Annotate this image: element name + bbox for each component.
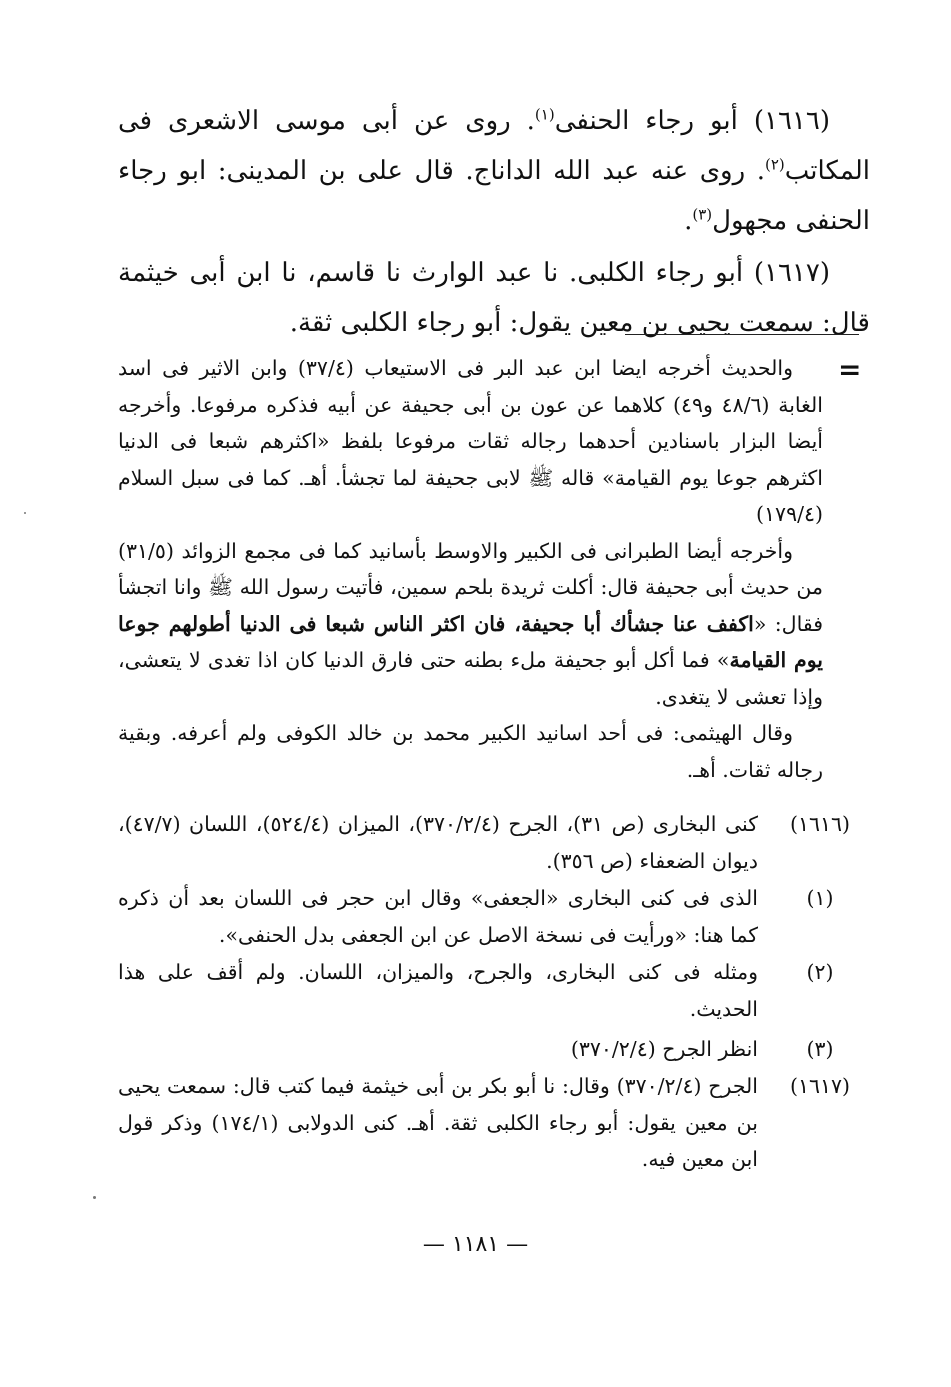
entry-1616-text: . روى عن أبى موسى الاشعرى فى المكاتب bbox=[118, 106, 870, 186]
footnote-paragraph: وقال الهيثمى: فى أحد اسانيد الكبير محمد بن خالد الكوفى ولم أعرفه. وبقية رجاله ثقات. أهـ. bbox=[118, 721, 823, 782]
footnote-text: وأخرجه أيضا الطبرانى فى الكبير والاوسط بأسانيد كما فى مجمع الزوائد (٣١/٥) من حديث أبى جحيفة قال: أكلت ثريدة بلحم سمين، فأتيت رسول الله ﷺ وانا اتجشأ فقال: « bbox=[118, 538, 823, 636]
scan-speck bbox=[24, 512, 26, 514]
entry-1616-text: . bbox=[684, 206, 693, 236]
hadith-quote-bold: اكفف عنا جشأك أبا جحيفة، فان اكثر الناس شبعا فى الدنيا أطولهم جوعا يوم القيامة bbox=[118, 611, 823, 672]
page-number: — ١١٨١ — bbox=[422, 1232, 529, 1257]
footnote-ref-1: (١) bbox=[534, 105, 555, 124]
footnote-number: (٢) bbox=[806, 960, 834, 984]
footnote-item: انظر الجرح (٣٧٠/٢/٤) bbox=[570, 1037, 758, 1061]
scan-speck bbox=[93, 1196, 96, 1199]
footnote-ref-3: (٣) bbox=[692, 205, 713, 224]
footnote-paragraph bbox=[118, 533, 823, 716]
entry-1616-text: (١٦١٦) أبو رجاء الحنفى bbox=[554, 106, 831, 136]
footnote-separator bbox=[625, 334, 859, 335]
footnote-paragraph: والحديث أخرجه ايضا ابن عبد البر فى الاستيعاب (٣٧/٤) وابن الاثير فى اسد الغابة (٤٨/٦ و٤٩) كلاهما عن عون بن أبى جحيفة عن أبيه فذكره مرفوعا. وأخرجه أيضا البزار باسنادين أحدهما رجاله ثقات مرفوعا بلفظ «اكثرهم شبعا فى الدنيا اكثرهم جوعا يوم القيامة» قاله ﷺ لابى جحيفة لما تجشأ. أهـ. كما فى سبل السلام (١٧٩/٤) bbox=[118, 356, 823, 526]
main-text bbox=[118, 96, 870, 348]
footnote-item: كنى البخارى (ص ٣١)، الجرح (٣٧٠/٢/٤)، الميزان (٥٢٤/٤)، اللسان (٤٧/٧)، ديوان الضعفاء (ص ٣٥٦). bbox=[118, 812, 758, 873]
footnote-number: (١٦١٦) bbox=[789, 812, 851, 836]
footnote-ref-2: (٢) bbox=[764, 155, 785, 174]
entry-1616 bbox=[118, 96, 870, 246]
entry-1617: (١٦١٧) أبو رجاء الكلبى. نا عبد الوارث نا قاسم، نا ابن أبى خيثمة قال: سمعت يحيى بن معين يقول: أبو رجاء الكلبى ثقة. bbox=[118, 258, 870, 338]
entry-1616-text: . روى عنه عبد الله الداناج. قال على بن المدينى: ابو رجاء الحنفى مجهول bbox=[118, 156, 870, 236]
footnote-item: الذى فى كنى البخارى «الجعفى» وقال ابن حجر فى اللسان بعد أن ذكره كما هنا: «ورأيت فى نسخة الاصل عن ابن الجعفى بدل الحنفى». bbox=[118, 886, 758, 947]
footnote-number: (١) bbox=[806, 886, 834, 910]
footnote-item: الجرح (٣٧٠/٢/٤) وقال: نا أبو بكر بن أبى خيثمة فيما كتب قال: سمعت يحيى بن معين يقول: أبو رجاء الكلبى ثقة. أهـ. كنى الدولابى (١٧٤/١) وذكر قول ابن معين فيه. bbox=[118, 1074, 759, 1171]
footnote-item: ومثله فى كنى البخارى، والجرح، والميزان، اللسان. ولم أقف على هذا الحديث. bbox=[118, 960, 758, 1021]
footnote-number: (٣) bbox=[806, 1037, 834, 1061]
footnote-continuation bbox=[118, 350, 823, 788]
footnote-number: (١٦١٧) bbox=[789, 1074, 851, 1098]
footnote-text: » فما أكل أبو جحيفة ملء بطنه حتى فارق الدنيا كان اذا تغدى لا يتعشى، وإذا تعشى لا يتغدى. bbox=[118, 648, 823, 709]
continued-mark: = bbox=[838, 353, 862, 386]
